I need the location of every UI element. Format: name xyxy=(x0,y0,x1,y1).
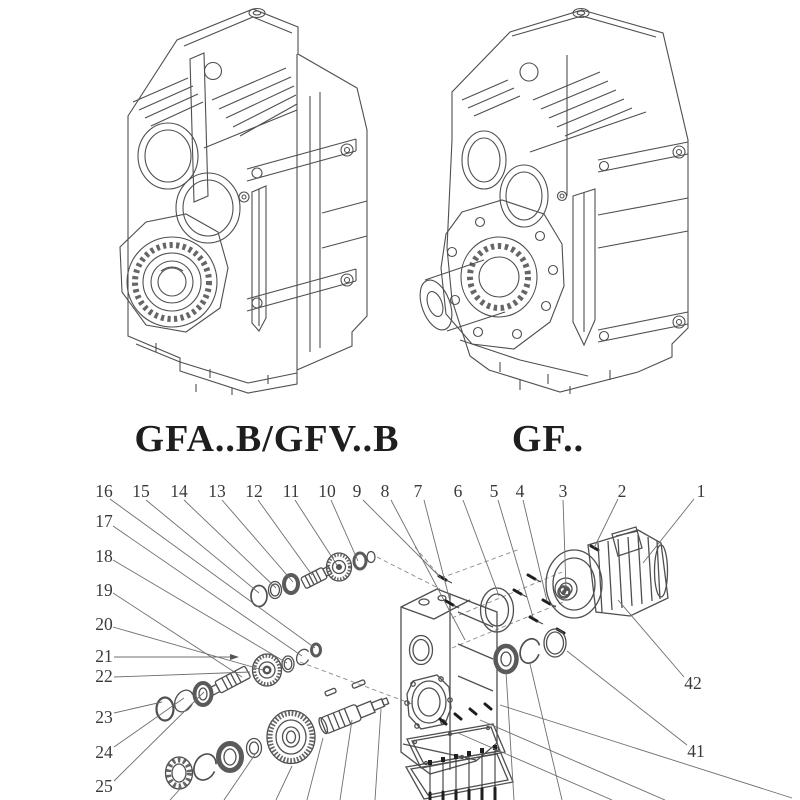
leader-line-18 xyxy=(113,560,287,663)
ball-bearing xyxy=(166,757,193,789)
input-flange xyxy=(481,588,514,632)
part-number-21: 21 xyxy=(95,646,113,666)
retaining-ring xyxy=(367,552,375,563)
part-number-5: 5 xyxy=(489,481,499,501)
mounting-straps xyxy=(247,139,356,311)
exploded-view xyxy=(95,481,792,800)
base-feet xyxy=(136,343,297,395)
gear-small xyxy=(327,553,352,581)
part-number-15: 15 xyxy=(132,481,150,501)
bracket-hole xyxy=(205,63,222,80)
part-number-25: 25 xyxy=(95,776,113,796)
leader-line-3 xyxy=(563,500,566,588)
side-ribs xyxy=(598,198,688,248)
leader-line-8 xyxy=(391,500,465,640)
leader-line-9 xyxy=(363,500,441,578)
bearing xyxy=(284,575,298,593)
part-number-23: 23 xyxy=(95,707,113,727)
part-number-9: 9 xyxy=(352,481,362,501)
part-number-2: 2 xyxy=(617,481,627,501)
figure-gf-drawing xyxy=(414,9,688,395)
motor-bearing xyxy=(496,646,517,672)
output-bearing xyxy=(120,214,228,332)
title-gf: GF.. xyxy=(511,418,585,460)
bottom-cover xyxy=(406,751,513,799)
leader-line-17 xyxy=(113,526,302,656)
leader-line-23 xyxy=(114,702,162,713)
leader-line-7 xyxy=(424,500,450,601)
oil-seal xyxy=(157,698,174,721)
motor-side-parts xyxy=(481,587,570,673)
leader-line-6 xyxy=(463,500,499,596)
side-ribs xyxy=(310,92,367,352)
input-stage-parts xyxy=(251,552,375,607)
part-number-17: 17 xyxy=(95,511,113,531)
leader-line-15 xyxy=(146,500,259,593)
title-gfab: GFA..B/GFV..B xyxy=(134,418,400,460)
snap-ring xyxy=(190,750,220,783)
bracket-hole xyxy=(520,63,538,81)
part-number-8: 8 xyxy=(380,481,390,501)
tie-rod xyxy=(573,189,595,345)
part-number-11: 11 xyxy=(282,481,300,501)
motor-fins xyxy=(598,535,660,612)
intermediate-pinion-shaft xyxy=(208,666,251,697)
leader-line-14 xyxy=(184,500,276,588)
leader-line-16 xyxy=(110,499,315,648)
leader-line-11 xyxy=(295,500,337,565)
part-number-13: 13 xyxy=(208,481,226,501)
leader-line-4 xyxy=(523,500,547,601)
part-number-24: 24 xyxy=(95,742,113,762)
part-number-14: 14 xyxy=(170,481,188,501)
gear-medium xyxy=(253,654,282,686)
part-number-22: 22 xyxy=(95,666,113,686)
part-number-6: 6 xyxy=(453,481,463,501)
motor-end-cap xyxy=(655,545,668,597)
gear-large xyxy=(267,711,315,764)
part-number-4: 4 xyxy=(515,481,525,501)
snap-ring xyxy=(294,647,312,667)
part-number-3: 3 xyxy=(558,481,568,501)
leader-line-42 xyxy=(618,600,684,677)
mounting-straps xyxy=(598,142,688,342)
part-number-18: 18 xyxy=(95,546,113,566)
cooling-fins xyxy=(462,72,646,152)
leader-line-1 xyxy=(643,499,694,563)
leader-line-10 xyxy=(331,500,358,561)
leader-line-5 xyxy=(498,500,533,617)
part-number-10: 10 xyxy=(318,481,336,501)
leader-line-41 xyxy=(567,651,687,745)
leader-line-25 xyxy=(114,692,204,781)
bearing-race xyxy=(219,744,242,771)
terminal-box xyxy=(612,527,642,556)
leader-line-20 xyxy=(113,627,263,670)
shim-ring xyxy=(544,629,566,657)
leader-line-12 xyxy=(258,500,312,575)
intermediate-stage-parts xyxy=(157,644,321,721)
part-number-41: 41 xyxy=(687,741,705,761)
figure-gfab-drawing xyxy=(120,9,367,396)
part-number-42: 42 xyxy=(684,673,702,693)
part-number-7: 7 xyxy=(413,481,423,501)
snap-ring xyxy=(517,636,543,666)
leader-line-19 xyxy=(113,593,242,677)
leader-arrowhead xyxy=(230,654,239,660)
part-number-1: 1 xyxy=(696,481,706,501)
part-number-16: 16 xyxy=(95,481,113,501)
part-number-12: 12 xyxy=(245,481,263,501)
shaft-key xyxy=(325,688,337,696)
cooling-fins xyxy=(133,68,297,148)
part-callouts xyxy=(95,481,705,796)
spacer xyxy=(312,644,321,656)
bearing xyxy=(195,683,212,705)
base-feet xyxy=(460,340,610,394)
part-number-20: 20 xyxy=(95,614,113,634)
fastener-studs xyxy=(439,546,598,633)
part-number-19: 19 xyxy=(95,580,113,600)
